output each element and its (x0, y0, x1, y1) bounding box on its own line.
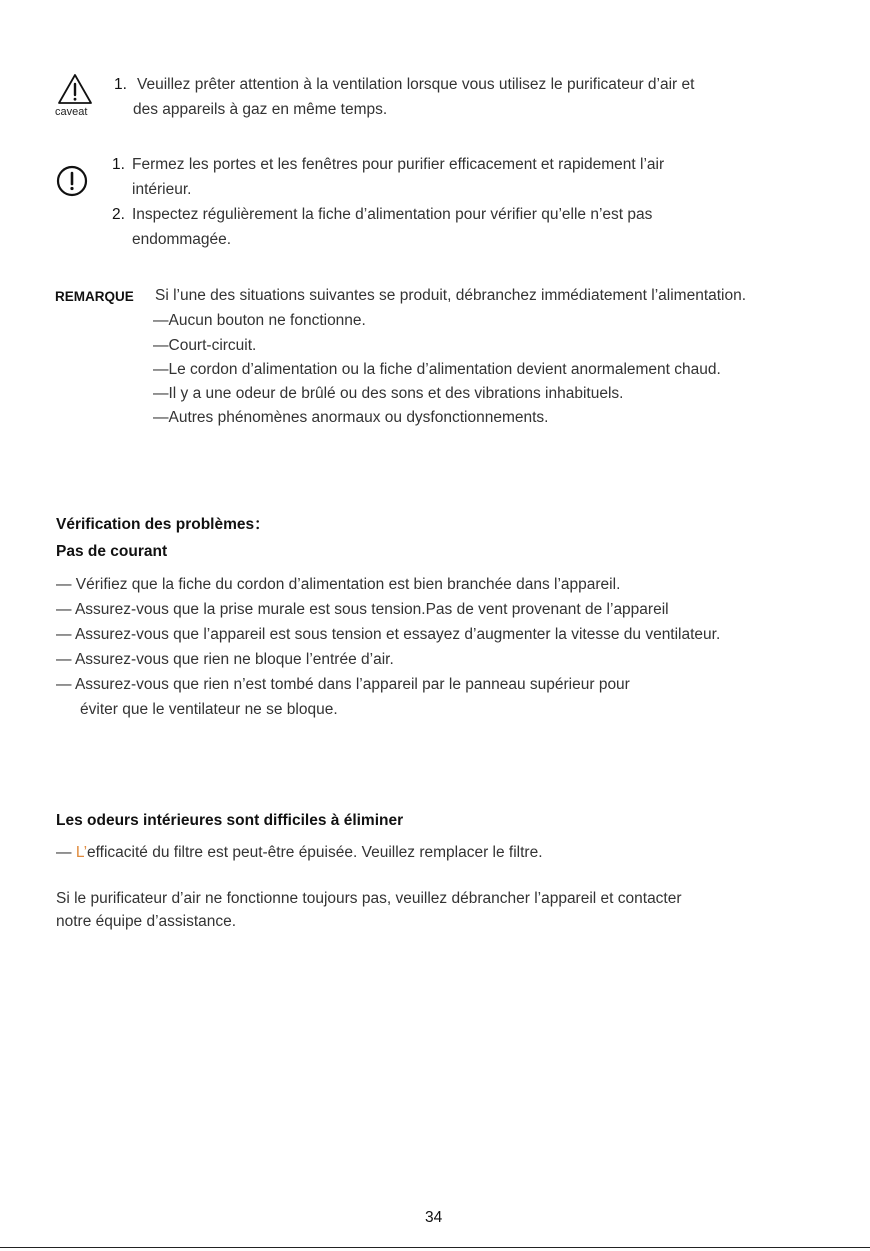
verification-item: — Assurez-vous que la prise murale est sous tension.Pas de vent provenant de l’appareil (56, 601, 669, 618)
remarque-item: —Aucun bouton ne fonctionne. (153, 312, 366, 329)
page-number: 34 (425, 1209, 443, 1226)
verification-item: — Assurez-vous que rien ne bloque l’entrée d’air. (56, 651, 394, 668)
verification-subtitle: Pas de courant (56, 543, 168, 560)
verification-item: — Vérifiez que la fiche du cordon d’alimentation est bien branchée dans l’appareil. (56, 576, 621, 593)
notice-item-2-line1: Inspectez régulièrement la fiche d’alimentation pour vérifier qu’elle n’est pas (132, 206, 653, 223)
remarque-label: REMARQUE (55, 289, 134, 304)
verification-item: — Assurez-vous que rien n’est tombé dans l’appareil par le panneau supérieur pour (56, 676, 630, 693)
notice-item-1-number: 1. (112, 156, 125, 173)
notice-item-1-line2: intérieur. (132, 181, 192, 198)
footer-rule (0, 1247, 870, 1248)
warning-triangle-icon (57, 73, 93, 105)
exclamation-circle-icon (56, 165, 88, 197)
closing-line2: notre équipe d’assistance. (56, 913, 237, 930)
odeurs-item-highlight: L’ (75, 844, 88, 861)
remarque-item: —Court-circuit. (153, 337, 257, 354)
odeurs-title: Les odeurs intérieures sont difficiles à éliminer (56, 812, 404, 829)
odeurs-item-dash: — (56, 844, 76, 861)
caveat-item-number: 1. (114, 76, 127, 93)
odeurs-item-text: efficacité du filtre est peut-être épuisée. Veuillez remplacer le filtre. (87, 844, 543, 861)
caveat-text-line2: des appareils à gaz en même temps. (133, 101, 388, 118)
remarque-item: —Le cordon d’alimentation ou la fiche d’alimentation devient anormalement chaud. (153, 361, 721, 378)
verification-item-continuation: éviter que le ventilateur ne se bloque. (80, 701, 338, 718)
remarque-intro: Si l’une des situations suivantes se produit, débranchez immédiatement l’alimentation. (155, 287, 747, 304)
remarque-item: —Il y a une odeur de brûlé ou des sons et des vibrations inhabituels. (153, 385, 624, 402)
notice-item-2-number: 2. (112, 206, 125, 223)
caveat-text-line1: Veuillez prêter attention à la ventilation lorsque vous utilisez le purificateur d’air et (137, 76, 695, 93)
odeurs-item (56, 844, 543, 862)
notice-item-1-line1: Fermez les portes et les fenêtres pour purifier efficacement et rapidement l’air (132, 156, 665, 173)
verification-title: Vérification des problèmes： (56, 516, 270, 533)
closing-line1: Si le purificateur d’air ne fonctionne toujours pas, veuillez débrancher l’appareil et contacter (56, 890, 682, 907)
caveat-label: caveat (55, 106, 88, 118)
notice-item-2-line2: endommagée. (132, 231, 232, 248)
remarque-item: —Autres phénomènes anormaux ou dysfonctionnements. (153, 409, 549, 426)
verification-item: — Assurez-vous que l’appareil est sous tension et essayez d’augmenter la vitesse du ventilateur. (56, 626, 721, 643)
